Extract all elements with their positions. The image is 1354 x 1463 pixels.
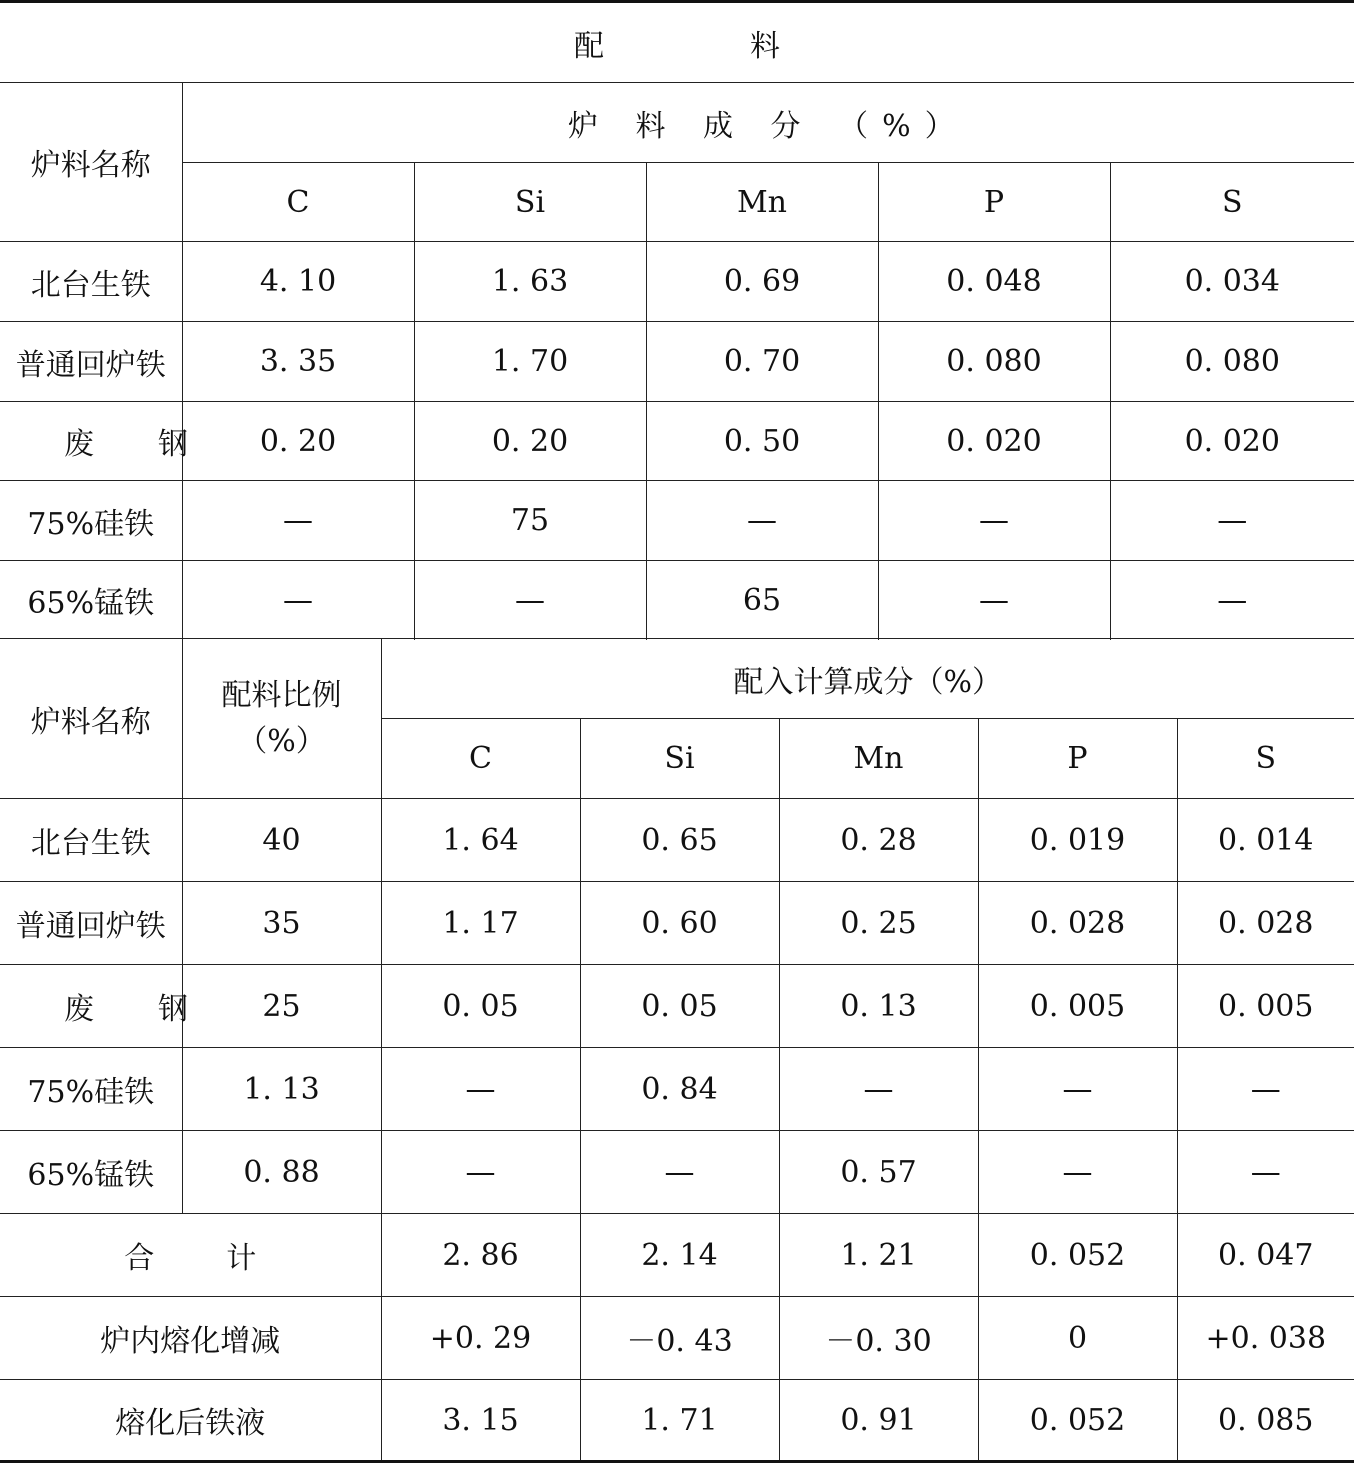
table-cell: +0. 29: [381, 1297, 580, 1380]
table-cell: 0. 84: [580, 1048, 779, 1131]
table-cell: —: [381, 1131, 580, 1214]
table-cell: 0. 28: [779, 799, 978, 882]
ratio-cell: 35: [182, 882, 381, 965]
summary-row-change: [0, 1297, 1354, 1380]
table-cell: 2. 14: [580, 1214, 779, 1297]
table-cell: —: [878, 481, 1110, 561]
column-header-s: S: [1110, 163, 1354, 242]
table-cell: 0. 047: [1177, 1214, 1354, 1297]
summary-row-total: [0, 1214, 1354, 1297]
table-cell: —: [646, 481, 878, 561]
group-header-calculated-composition: 配入计算成分（%）: [381, 639, 1354, 719]
table-row: [0, 561, 1354, 640]
row-label: 65%锰铁: [0, 1131, 182, 1214]
column-header-charge-name: 炉料名称: [0, 83, 182, 242]
table-row: [0, 965, 1354, 1048]
table-title: 配 料: [0, 2, 1354, 83]
table-cell: 0. 20: [414, 402, 646, 481]
table-cell: 65: [646, 561, 878, 640]
table-cell: 0. 20: [182, 402, 414, 481]
table-cell: 1. 63: [414, 242, 646, 322]
table-cell: 0. 70: [646, 322, 878, 402]
group-header-charge-composition: 炉 料 成 分 （%）: [182, 83, 1354, 163]
column-header-ratio: [182, 639, 381, 799]
summary-label: 熔化后铁液: [0, 1380, 381, 1462]
table-cell: 0. 25: [779, 882, 978, 965]
charge-composition-table: [0, 0, 1354, 640]
table-cell: 0. 080: [1110, 322, 1354, 402]
table-cell: 0. 028: [978, 882, 1177, 965]
table-row: [0, 322, 1354, 402]
row-label: 75%硅铁: [0, 481, 182, 561]
row-label: 北台生铁: [0, 242, 182, 322]
table-cell: —: [182, 481, 414, 561]
column-header-si: Si: [580, 719, 779, 799]
table-cell: 0. 019: [978, 799, 1177, 882]
table-cell: —: [182, 561, 414, 640]
table-cell: 3. 15: [381, 1380, 580, 1462]
table-cell: —: [1110, 561, 1354, 640]
row-label: 废钢: [0, 402, 182, 481]
table-cell: —: [381, 1048, 580, 1131]
table-cell: —: [580, 1131, 779, 1214]
column-header-si: Si: [414, 163, 646, 242]
table-cell: 0: [978, 1297, 1177, 1380]
row-label: 北台生铁: [0, 799, 182, 882]
table-cell: 0. 57: [779, 1131, 978, 1214]
table-cell: +0. 038: [1177, 1297, 1354, 1380]
table-cell: —: [978, 1131, 1177, 1214]
column-header-mn: Mn: [779, 719, 978, 799]
row-label: 75%硅铁: [0, 1048, 182, 1131]
table-row: [0, 242, 1354, 322]
column-header-s: S: [1177, 719, 1354, 799]
table-cell: 0. 052: [978, 1380, 1177, 1462]
row-label: 普通回炉铁: [0, 882, 182, 965]
summary-label: 炉内熔化增减: [0, 1297, 381, 1380]
row-label: 废钢: [0, 965, 182, 1048]
summary-row-final: [0, 1380, 1354, 1462]
table-cell: 1. 64: [381, 799, 580, 882]
table-cell: —: [878, 561, 1110, 640]
column-header-p: P: [878, 163, 1110, 242]
table-cell: 0. 50: [646, 402, 878, 481]
table-row: [0, 799, 1354, 882]
table-cell: 1. 71: [580, 1380, 779, 1462]
table-cell: 0. 13: [779, 965, 978, 1048]
table-cell: 1. 17: [381, 882, 580, 965]
table-row: [0, 402, 1354, 481]
table-cell: 0. 020: [878, 402, 1110, 481]
column-header-c: C: [381, 719, 580, 799]
table-cell: 0. 085: [1177, 1380, 1354, 1462]
table-row: [0, 481, 1354, 561]
ratio-cell: 25: [182, 965, 381, 1048]
table-cell: 1. 70: [414, 322, 646, 402]
table-cell: 1. 21: [779, 1214, 978, 1297]
ratio-cell: 0. 88: [182, 1131, 381, 1214]
table-cell: 0. 005: [1177, 965, 1354, 1048]
table-cell: —: [978, 1048, 1177, 1131]
ratio-header-line2: （%）: [237, 723, 326, 759]
table-cell: —: [779, 1048, 978, 1131]
column-header-c: C: [182, 163, 414, 242]
table-cell: 0. 080: [878, 322, 1110, 402]
table-cell: 0. 028: [1177, 882, 1354, 965]
table-cell: 0. 005: [978, 965, 1177, 1048]
table-cell: －0. 30: [779, 1297, 978, 1380]
ratio-cell: 40: [182, 799, 381, 882]
table-cell: 75: [414, 481, 646, 561]
table-cell: 0. 014: [1177, 799, 1354, 882]
table-cell: 2. 86: [381, 1214, 580, 1297]
table-cell: —: [414, 561, 646, 640]
table-cell: —: [1177, 1048, 1354, 1131]
row-label: 65%锰铁: [0, 561, 182, 640]
table-cell: 0. 020: [1110, 402, 1354, 481]
table-cell: 0. 69: [646, 242, 878, 322]
table-cell: 0. 60: [580, 882, 779, 965]
table-cell: 0. 91: [779, 1380, 978, 1462]
table-cell: －0. 43: [580, 1297, 779, 1380]
table-cell: 0. 052: [978, 1214, 1177, 1297]
table-cell: 0. 05: [580, 965, 779, 1048]
calculated-composition-table: [0, 638, 1354, 1463]
table-row: [0, 882, 1354, 965]
ratio-header-line1: 配料比例: [221, 677, 342, 713]
summary-label: 合计: [0, 1214, 381, 1297]
row-label: 普通回炉铁: [0, 322, 182, 402]
table-cell: 4. 10: [182, 242, 414, 322]
table-cell: 3. 35: [182, 322, 414, 402]
table-cell: 0. 05: [381, 965, 580, 1048]
column-header-p: P: [978, 719, 1177, 799]
table-cell: —: [1177, 1131, 1354, 1214]
table-cell: 0. 65: [580, 799, 779, 882]
table-cell: —: [1110, 481, 1354, 561]
table-row: [0, 1048, 1354, 1131]
ratio-cell: 1. 13: [182, 1048, 381, 1131]
table-cell: 0. 048: [878, 242, 1110, 322]
table-row: [0, 1131, 1354, 1214]
column-header-mn: Mn: [646, 163, 878, 242]
table-cell: 0. 034: [1110, 242, 1354, 322]
column-header-charge-name: 炉料名称: [0, 639, 182, 799]
